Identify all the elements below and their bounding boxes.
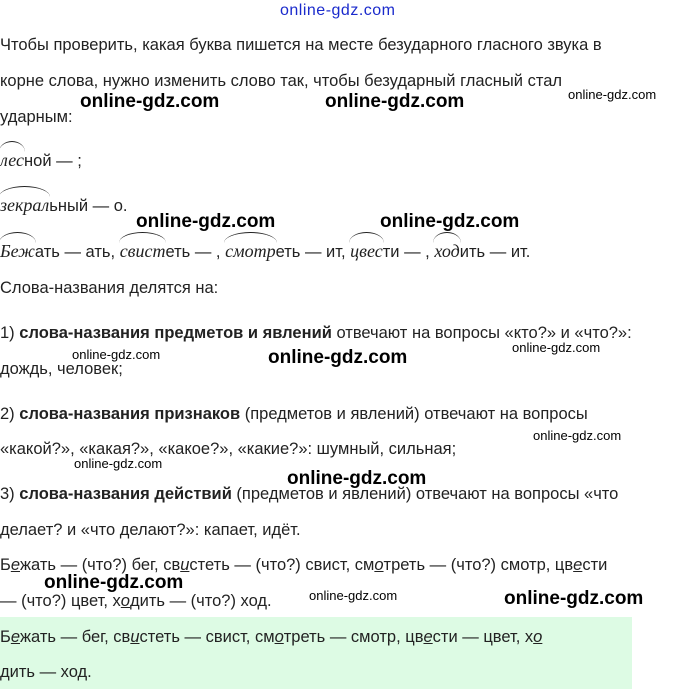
intro-line-2: корне слова, нужно изменить слово так, чтобы безударный гласный стал [0, 72, 562, 90]
intro-line-3: ударным: [0, 108, 73, 126]
watermark: online-gdz.com [533, 428, 622, 443]
watermark: online-gdz.com [504, 588, 644, 609]
intro-line-1: Чтобы проверить, какая буква пишется на месте безударного гласного звука в [0, 36, 602, 54]
watermark-top[interactable]: online-gdz.com [280, 2, 396, 19]
watermark: online-gdz.com [72, 347, 161, 362]
watermark: online-gdz.com [74, 456, 163, 471]
item-3-line-1: 3) слова-названия действий (предметов и явлений) отвечают на вопросы «что [0, 485, 619, 503]
example-1: лесной — ; [0, 149, 82, 172]
watermark: online-gdz.com [44, 572, 184, 593]
answer-line-2: дить — ход. [0, 663, 92, 681]
root-mark: лес [0, 149, 24, 171]
questions-line-1: Бежать — (что?) бег, свистеть — (что?) свист, смотреть — (что?) смотр, цвести [0, 556, 608, 574]
root-mark: свист [120, 240, 166, 262]
questions-line-2: — (что?) цвет, ходить — (что?) ход. [0, 592, 272, 610]
watermark: online-gdz.com [380, 211, 520, 232]
watermark: online-gdz.com [268, 347, 408, 368]
answer-line-1: Бежать — бег, свистеть — свист, смотреть — смотр, цвести — цвет, хо [0, 628, 543, 646]
item-1-line-2: дождь, человек; [0, 360, 123, 378]
item-1-line-1: 1) слова-названия предметов и явлений отвечают на вопросы «кто?» и «что?»: [0, 324, 632, 342]
root-mark: зекрал [0, 194, 49, 216]
watermark: online-gdz.com [512, 340, 601, 355]
example-3: Бежать — ать, свистеть — , смотреть — ит, цвести — , ходить — ит. [0, 240, 530, 263]
watermark: online-gdz.com [309, 588, 398, 603]
root-mark: ход [434, 240, 459, 262]
root-mark: цвес [350, 240, 383, 262]
watermark: online-gdz.com [325, 91, 465, 112]
item-2-line-1: 2) слова-названия признаков (предметов и явлений) отвечают на вопросы [0, 405, 588, 423]
watermark: online-gdz.com [80, 91, 220, 112]
item-3-line-2: делает? и «что делают?»: капает, идёт. [0, 521, 301, 539]
watermark: online-gdz.com [287, 468, 427, 489]
classes-title: Слова-названия делятся на: [0, 279, 219, 297]
item-2-line-2: «какой?», «какая?», «какое?», «какие?»: шумный, сильная; [0, 440, 457, 458]
root-mark: Беж [0, 240, 35, 262]
watermark: online-gdz.com [136, 211, 276, 232]
watermark: online-gdz.com [568, 87, 657, 102]
example-2: зекральный — о. [0, 194, 128, 217]
root-mark: смотр [225, 240, 275, 262]
